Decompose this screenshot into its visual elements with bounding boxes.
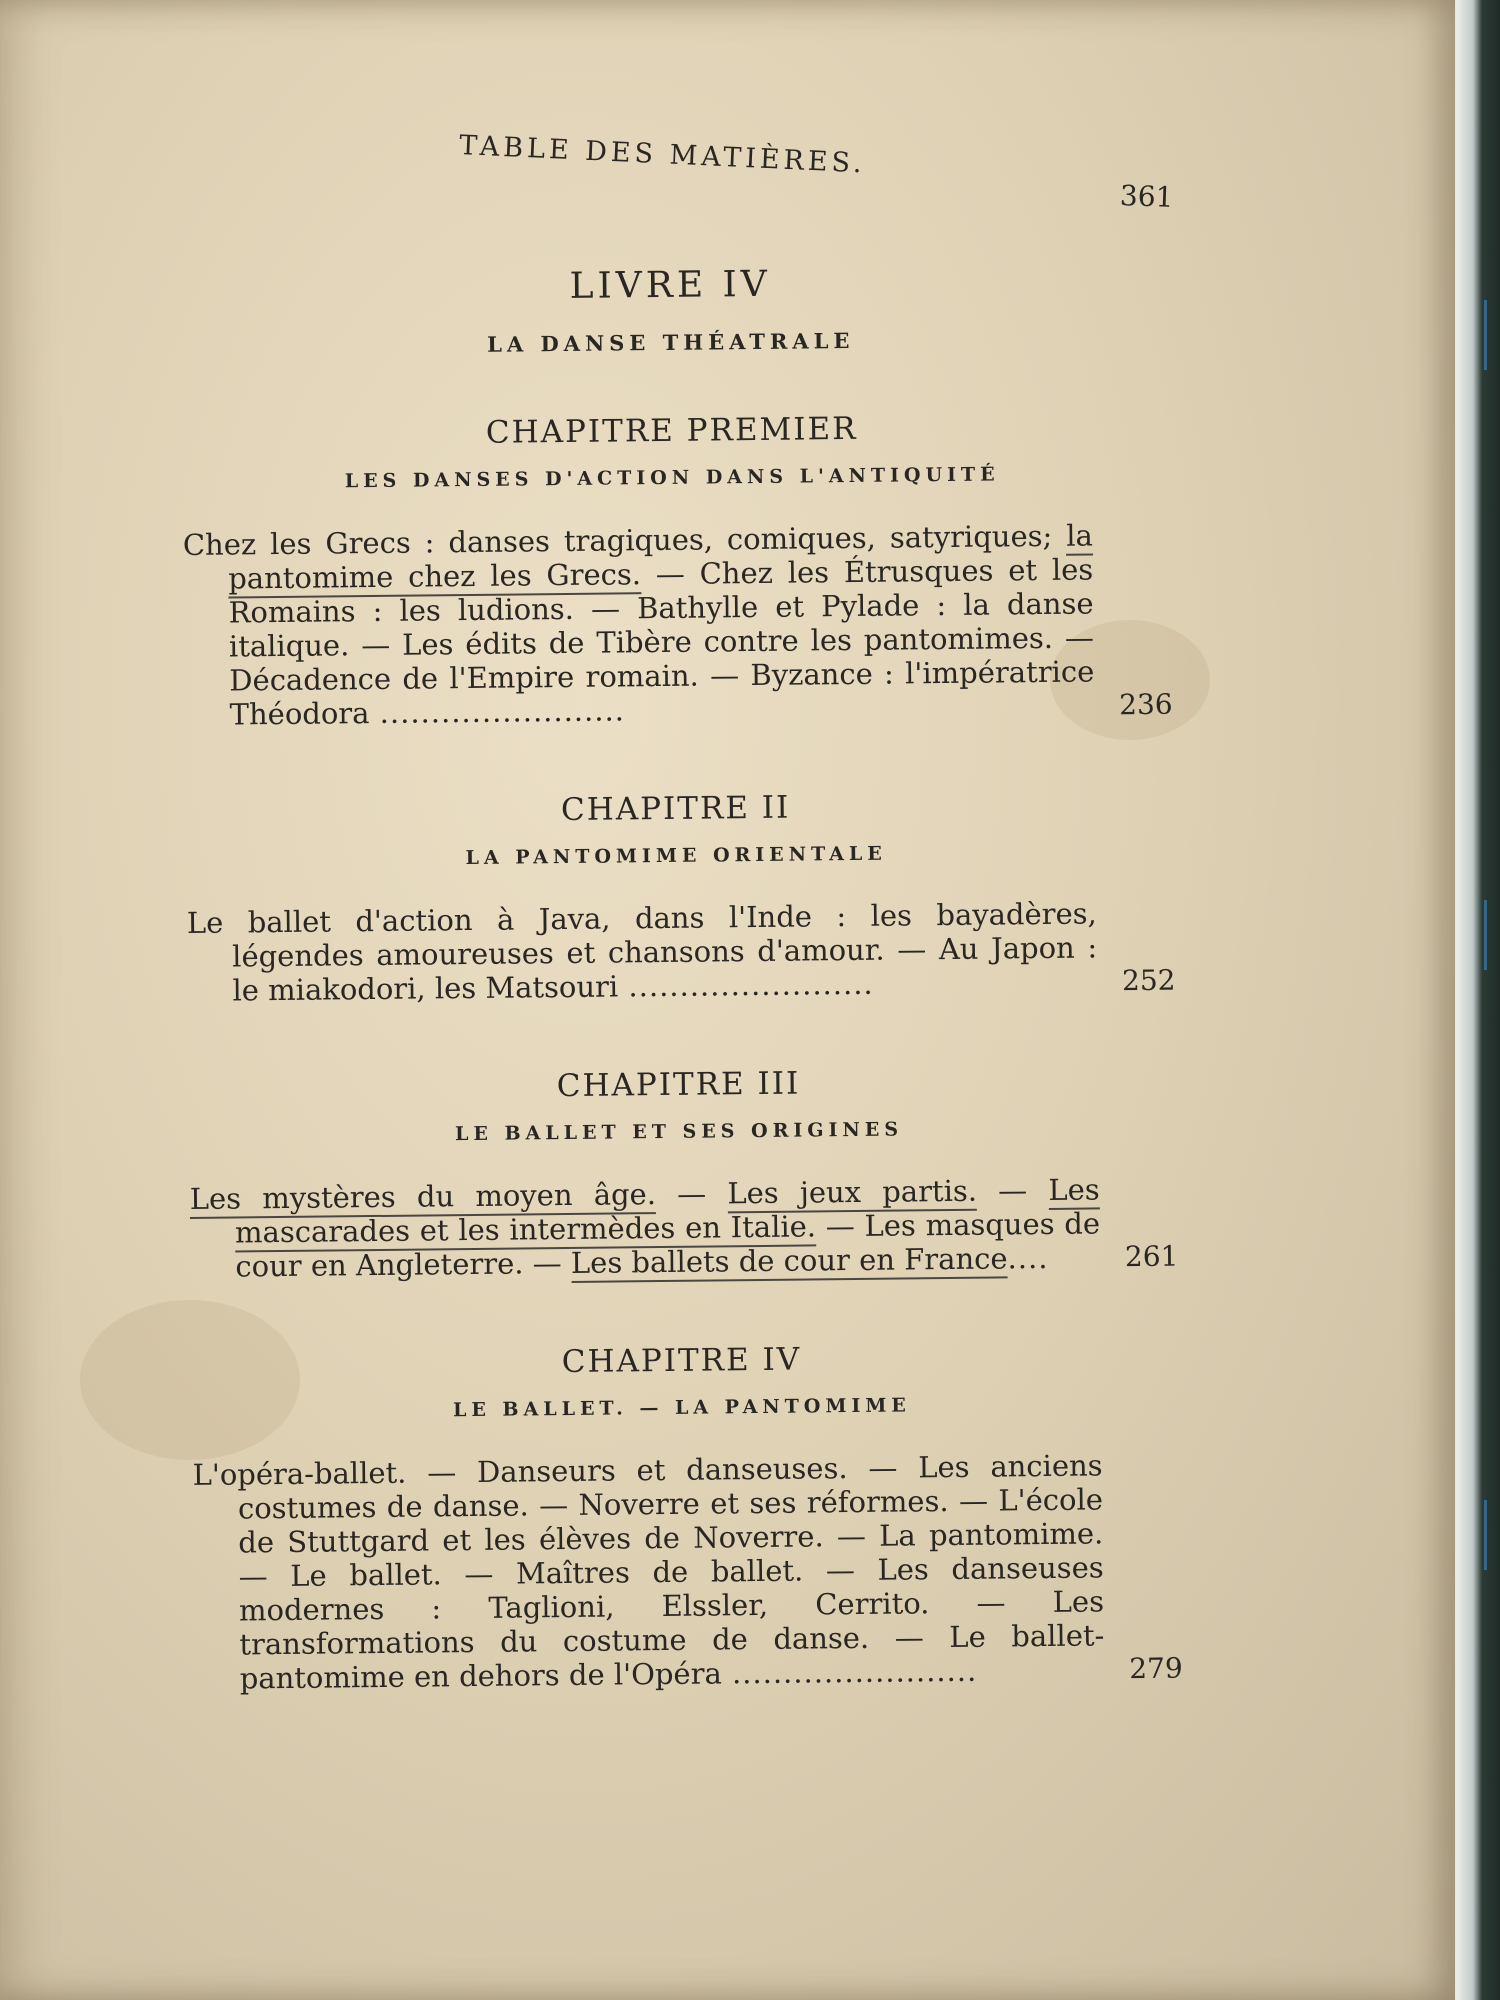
- entry-page-number: 252: [1121, 963, 1176, 998]
- running-head: TABLE DES MATIÈRES.: [458, 130, 867, 180]
- chapter-subtitle: LE BALLET. — LA PANTOMIME: [452, 1394, 911, 1422]
- underlined-text: Les mascarades et les intermèdes en Italie.: [235, 1172, 1100, 1252]
- entry-page-number: 261: [1124, 1239, 1179, 1274]
- dot-leader: ........................: [369, 693, 626, 731]
- underlined-text: Les mystères du moyen âge.: [190, 1177, 657, 1219]
- chapter-3: [188, 1062, 1179, 1284]
- chapter-subtitle: LES DANSES D'ACTION DANS L'ANTIQUITÉ: [344, 463, 1000, 493]
- chapter-title: CHAPITRE IV: [561, 1341, 802, 1381]
- chapter-title: CHAPITRE PREMIER: [485, 410, 858, 451]
- entry-text: — Les masques de cour en Angleterre. —: [235, 1206, 1101, 1284]
- blue-ruling-line: [1484, 300, 1487, 370]
- chapter-subtitle: LA PANTOMIME ORIENTALE: [465, 842, 887, 870]
- underlined-text: Les jeux partis.: [727, 1174, 977, 1214]
- underlined-text: Les ballets de cour en France: [571, 1241, 1008, 1283]
- chapter-subtitle: LE BALLET ET SES ORIGINES: [454, 1118, 904, 1146]
- dot-leader: ........................: [618, 966, 874, 1004]
- chapter-title: CHAPITRE II: [560, 789, 791, 829]
- chapter-title: CHAPITRE III: [556, 1065, 801, 1105]
- entry-text: —: [655, 1176, 728, 1212]
- entry-text: Le ballet d'action à Java, dans l'Inde : les bayadères, légendes amoureuses et chansons d'amour. — Au Japon : le miakodori, les Matsouri: [186, 896, 1098, 1008]
- entry-text: L'opéra-ballet. — Danseurs et danseuses. — Les anciens costumes de danse. — Noverre et ses réformes. — L'école de Stuttgard et les élèves de Noverre. — La pantomime. — Le ballet. — Maîtres de ballet. — Les danseuses modernes : Taglioni, Elssler, Cerrito. — Les transformations du costume de danse. — Le ballet-pantomime en dehors de l'Opéra: [192, 1448, 1105, 1696]
- blue-ruling-line: [1484, 1500, 1487, 1570]
- chapter-entry: [182, 518, 1173, 732]
- dot-leader: ........................: [721, 1653, 978, 1691]
- chapter-4: [191, 1338, 1183, 1696]
- page-number: 361: [1119, 179, 1175, 214]
- entry-page-number: 279: [1129, 1651, 1183, 1686]
- chapter-entry: [186, 896, 1176, 1008]
- blue-ruling-line: [1484, 900, 1487, 970]
- chapter-2: [186, 786, 1176, 1008]
- chapter-1: [182, 408, 1173, 732]
- dot-leader: ....: [1007, 1240, 1049, 1276]
- book-title: LIVRE IV: [569, 263, 771, 307]
- chapter-entry: [189, 1172, 1179, 1284]
- entry-text: Chez les Grecs : danses tragiques, comiques, satyriques;: [182, 518, 1067, 562]
- book-subtitle: LA DANSE THÉATRALE: [486, 327, 855, 357]
- entry-text: —: [976, 1172, 1049, 1208]
- chapter-entry: [192, 1448, 1183, 1696]
- table-of-contents: [180, 260, 1183, 1760]
- underlined-text: la pantomime chez les Grecs.: [228, 518, 1093, 598]
- entry-page-number: 236: [1118, 687, 1173, 722]
- entry-text: — Chez les Étrusques et les Romains : les ludions. — Bathylle et Pylade : la danse italique. — Les édits de Tibère contre les pantomimes. — Décadence de l'Empire romain. — Byzance : l'impératrice Théodora: [228, 552, 1095, 732]
